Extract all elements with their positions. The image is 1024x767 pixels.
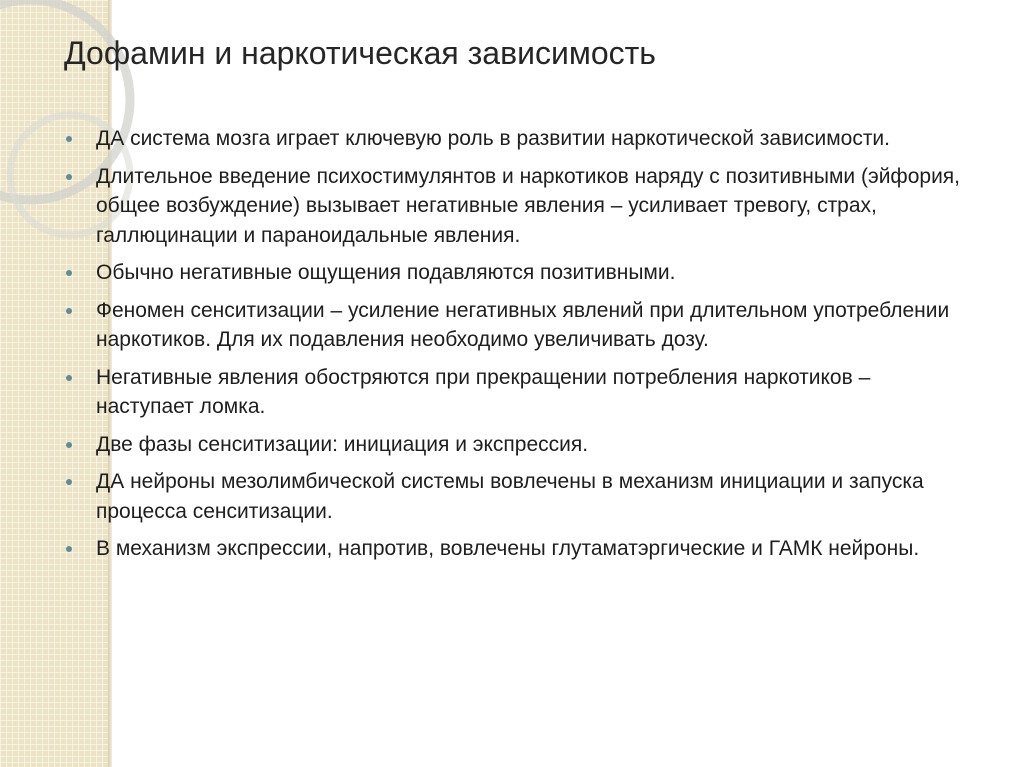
- bullet-text: Две фазы сенситизации: инициация и экспрессия.: [96, 432, 589, 456]
- bullet-item: [66, 363, 966, 422]
- bullet-item: [66, 162, 966, 251]
- bullet-text: ДА система мозга играет ключевую роль в развитии наркотической зависимости.: [96, 127, 891, 150]
- bullet-item: [66, 258, 966, 288]
- bullet-dot-icon: [66, 270, 72, 276]
- bullet-dot-icon: [66, 174, 72, 180]
- bullet-dot-icon: [66, 442, 72, 448]
- bullet-item: [66, 296, 966, 355]
- bullet-list: [66, 124, 966, 572]
- bullet-item: [66, 534, 966, 564]
- bullet-dot-icon: [66, 375, 72, 381]
- bullet-text: Длительное введение психостимулянтов и наркотиков наряду с позитивными (эйфория, общее возбуждение) вызывает негативные явления – усиливает тревогу, страх, галлюцинации и параноидальные явления.: [96, 164, 961, 247]
- bullet-item: [66, 124, 966, 154]
- bullet-dot-icon: [66, 308, 72, 314]
- page-title: Дофамин и наркотическая зависимость: [64, 35, 656, 71]
- bullet-item: [66, 430, 966, 460]
- bullet-text: Феномен сенситизации – усиление негативных явлений при длительном употреблении наркотиков. Для их подавления необходимо увеличивать дозу.: [96, 298, 950, 351]
- bullet-dot-icon: [66, 479, 72, 485]
- bullet-dot-icon: [66, 136, 72, 142]
- bullet-item: [66, 467, 966, 526]
- bullet-text: Негативные явления обостряются при прекращении потребления наркотиков – наступает ломка.: [96, 365, 871, 418]
- bullet-text: Обычно негативные ощущения подавляются позитивными.: [96, 261, 676, 284]
- bullet-text: В механизм экспрессии, напротив, вовлечены глутаматэргические и ГАМК нейроны.: [96, 537, 920, 560]
- bullet-text: ДА нейроны мезолимбической системы вовлечены в механизм инициации и запуска процесса сенситизации.: [96, 470, 924, 523]
- bullet-dot-icon: [66, 546, 72, 552]
